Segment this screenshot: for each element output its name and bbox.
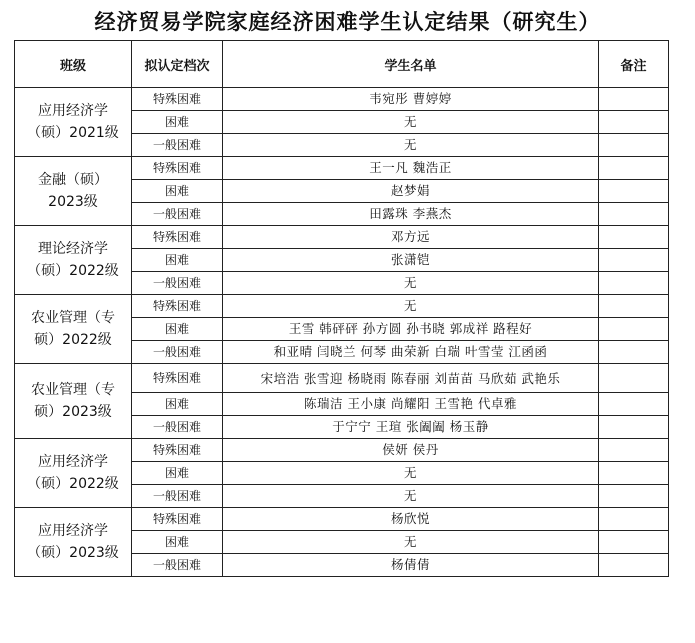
- level-cell: 特殊困难: [132, 508, 223, 531]
- names-cell: 无: [223, 111, 599, 134]
- header-level: 拟认定档次: [132, 41, 223, 88]
- note-cell: [599, 531, 669, 554]
- class-cell: 农业管理（专硕）2023级: [15, 364, 132, 439]
- level-cell: 困难: [132, 318, 223, 341]
- names-cell: 张潇铠: [223, 249, 599, 272]
- note-cell: [599, 226, 669, 249]
- class-cell: 应用经济学（硕）2022级: [15, 439, 132, 508]
- names-cell: 无: [223, 295, 599, 318]
- level-cell: 一般困难: [132, 341, 223, 364]
- page-title: 经济贸易学院家庭经济困难学生认定结果（研究生）: [94, 10, 601, 34]
- table-row: [15, 364, 669, 393]
- result-table: [14, 40, 669, 577]
- names-cell: 邓方远: [223, 226, 599, 249]
- level-cell: 一般困难: [132, 134, 223, 157]
- note-cell: [599, 341, 669, 364]
- note-cell: [599, 88, 669, 111]
- names-cell: 赵梦娟: [223, 180, 599, 203]
- table-row: [15, 88, 669, 111]
- note-cell: [599, 272, 669, 295]
- table-row: [15, 226, 669, 249]
- level-cell: 困难: [132, 180, 223, 203]
- level-cell: 特殊困难: [132, 88, 223, 111]
- header-row: [15, 41, 669, 88]
- level-cell: 一般困难: [132, 554, 223, 577]
- class-cell: 应用经济学（硕）2021级: [15, 88, 132, 157]
- names-cell: 宋培浩 张雪迎 杨晓雨 陈春丽 刘苗苗 马欣茹 武艳乐: [223, 364, 599, 393]
- table-row: [15, 157, 669, 180]
- names-cell: 无: [223, 485, 599, 508]
- level-cell: 困难: [132, 393, 223, 416]
- names-cell: 无: [223, 134, 599, 157]
- note-cell: [599, 364, 669, 393]
- names-cell: 无: [223, 531, 599, 554]
- names-cell: 无: [223, 272, 599, 295]
- note-cell: [599, 393, 669, 416]
- note-cell: [599, 134, 669, 157]
- names-cell: 侯妍 侯丹: [223, 439, 599, 462]
- level-cell: 一般困难: [132, 416, 223, 439]
- level-cell: 特殊困难: [132, 364, 223, 393]
- note-cell: [599, 416, 669, 439]
- class-cell: 应用经济学（硕）2023级: [15, 508, 132, 577]
- class-cell: 农业管理（专硕）2022级: [15, 295, 132, 364]
- note-cell: [599, 318, 669, 341]
- header-note: 备注: [599, 41, 669, 88]
- level-cell: 困难: [132, 111, 223, 134]
- level-cell: 特殊困难: [132, 439, 223, 462]
- names-cell: 无: [223, 462, 599, 485]
- note-cell: [599, 485, 669, 508]
- note-cell: [599, 111, 669, 134]
- table-row: [15, 295, 669, 318]
- level-cell: 困难: [132, 249, 223, 272]
- header-names: 学生名单: [223, 41, 599, 88]
- table-row: [15, 439, 669, 462]
- level-cell: 一般困难: [132, 272, 223, 295]
- level-cell: 一般困难: [132, 203, 223, 226]
- names-cell: 陈瑞洁 王小康 尚耀阳 王雪艳 代卓雅: [223, 393, 599, 416]
- names-cell: 田露珠 李燕杰: [223, 203, 599, 226]
- note-cell: [599, 508, 669, 531]
- header-class: 班级: [15, 41, 132, 88]
- level-cell: 特殊困难: [132, 226, 223, 249]
- note-cell: [599, 203, 669, 226]
- class-cell: 理论经济学（硕）2022级: [15, 226, 132, 295]
- names-cell: 于宁宁 王瑄 张阖阖 杨玉静: [223, 416, 599, 439]
- level-cell: 一般困难: [132, 485, 223, 508]
- table-row: [15, 508, 669, 531]
- note-cell: [599, 249, 669, 272]
- note-cell: [599, 439, 669, 462]
- names-cell: 杨倩倩: [223, 554, 599, 577]
- names-cell: 王一凡 魏浩正: [223, 157, 599, 180]
- level-cell: 困难: [132, 531, 223, 554]
- level-cell: 特殊困难: [132, 157, 223, 180]
- level-cell: 特殊困难: [132, 295, 223, 318]
- level-cell: 困难: [132, 462, 223, 485]
- note-cell: [599, 295, 669, 318]
- names-cell: 韦宛彤 曹婷婷: [223, 88, 599, 111]
- table-body: [15, 88, 669, 577]
- note-cell: [599, 157, 669, 180]
- note-cell: [599, 180, 669, 203]
- note-cell: [599, 462, 669, 485]
- note-cell: [599, 554, 669, 577]
- names-cell: 杨欣悦: [223, 508, 599, 531]
- names-cell: 王雪 韩砰砰 孙方圆 孙书晓 郭成祥 路程好: [223, 318, 599, 341]
- class-cell: 金融（硕）2023级: [15, 157, 132, 226]
- names-cell: 和亚晴 闫晓兰 何琴 曲荣新 白瑞 叶雪莹 江函函: [223, 341, 599, 364]
